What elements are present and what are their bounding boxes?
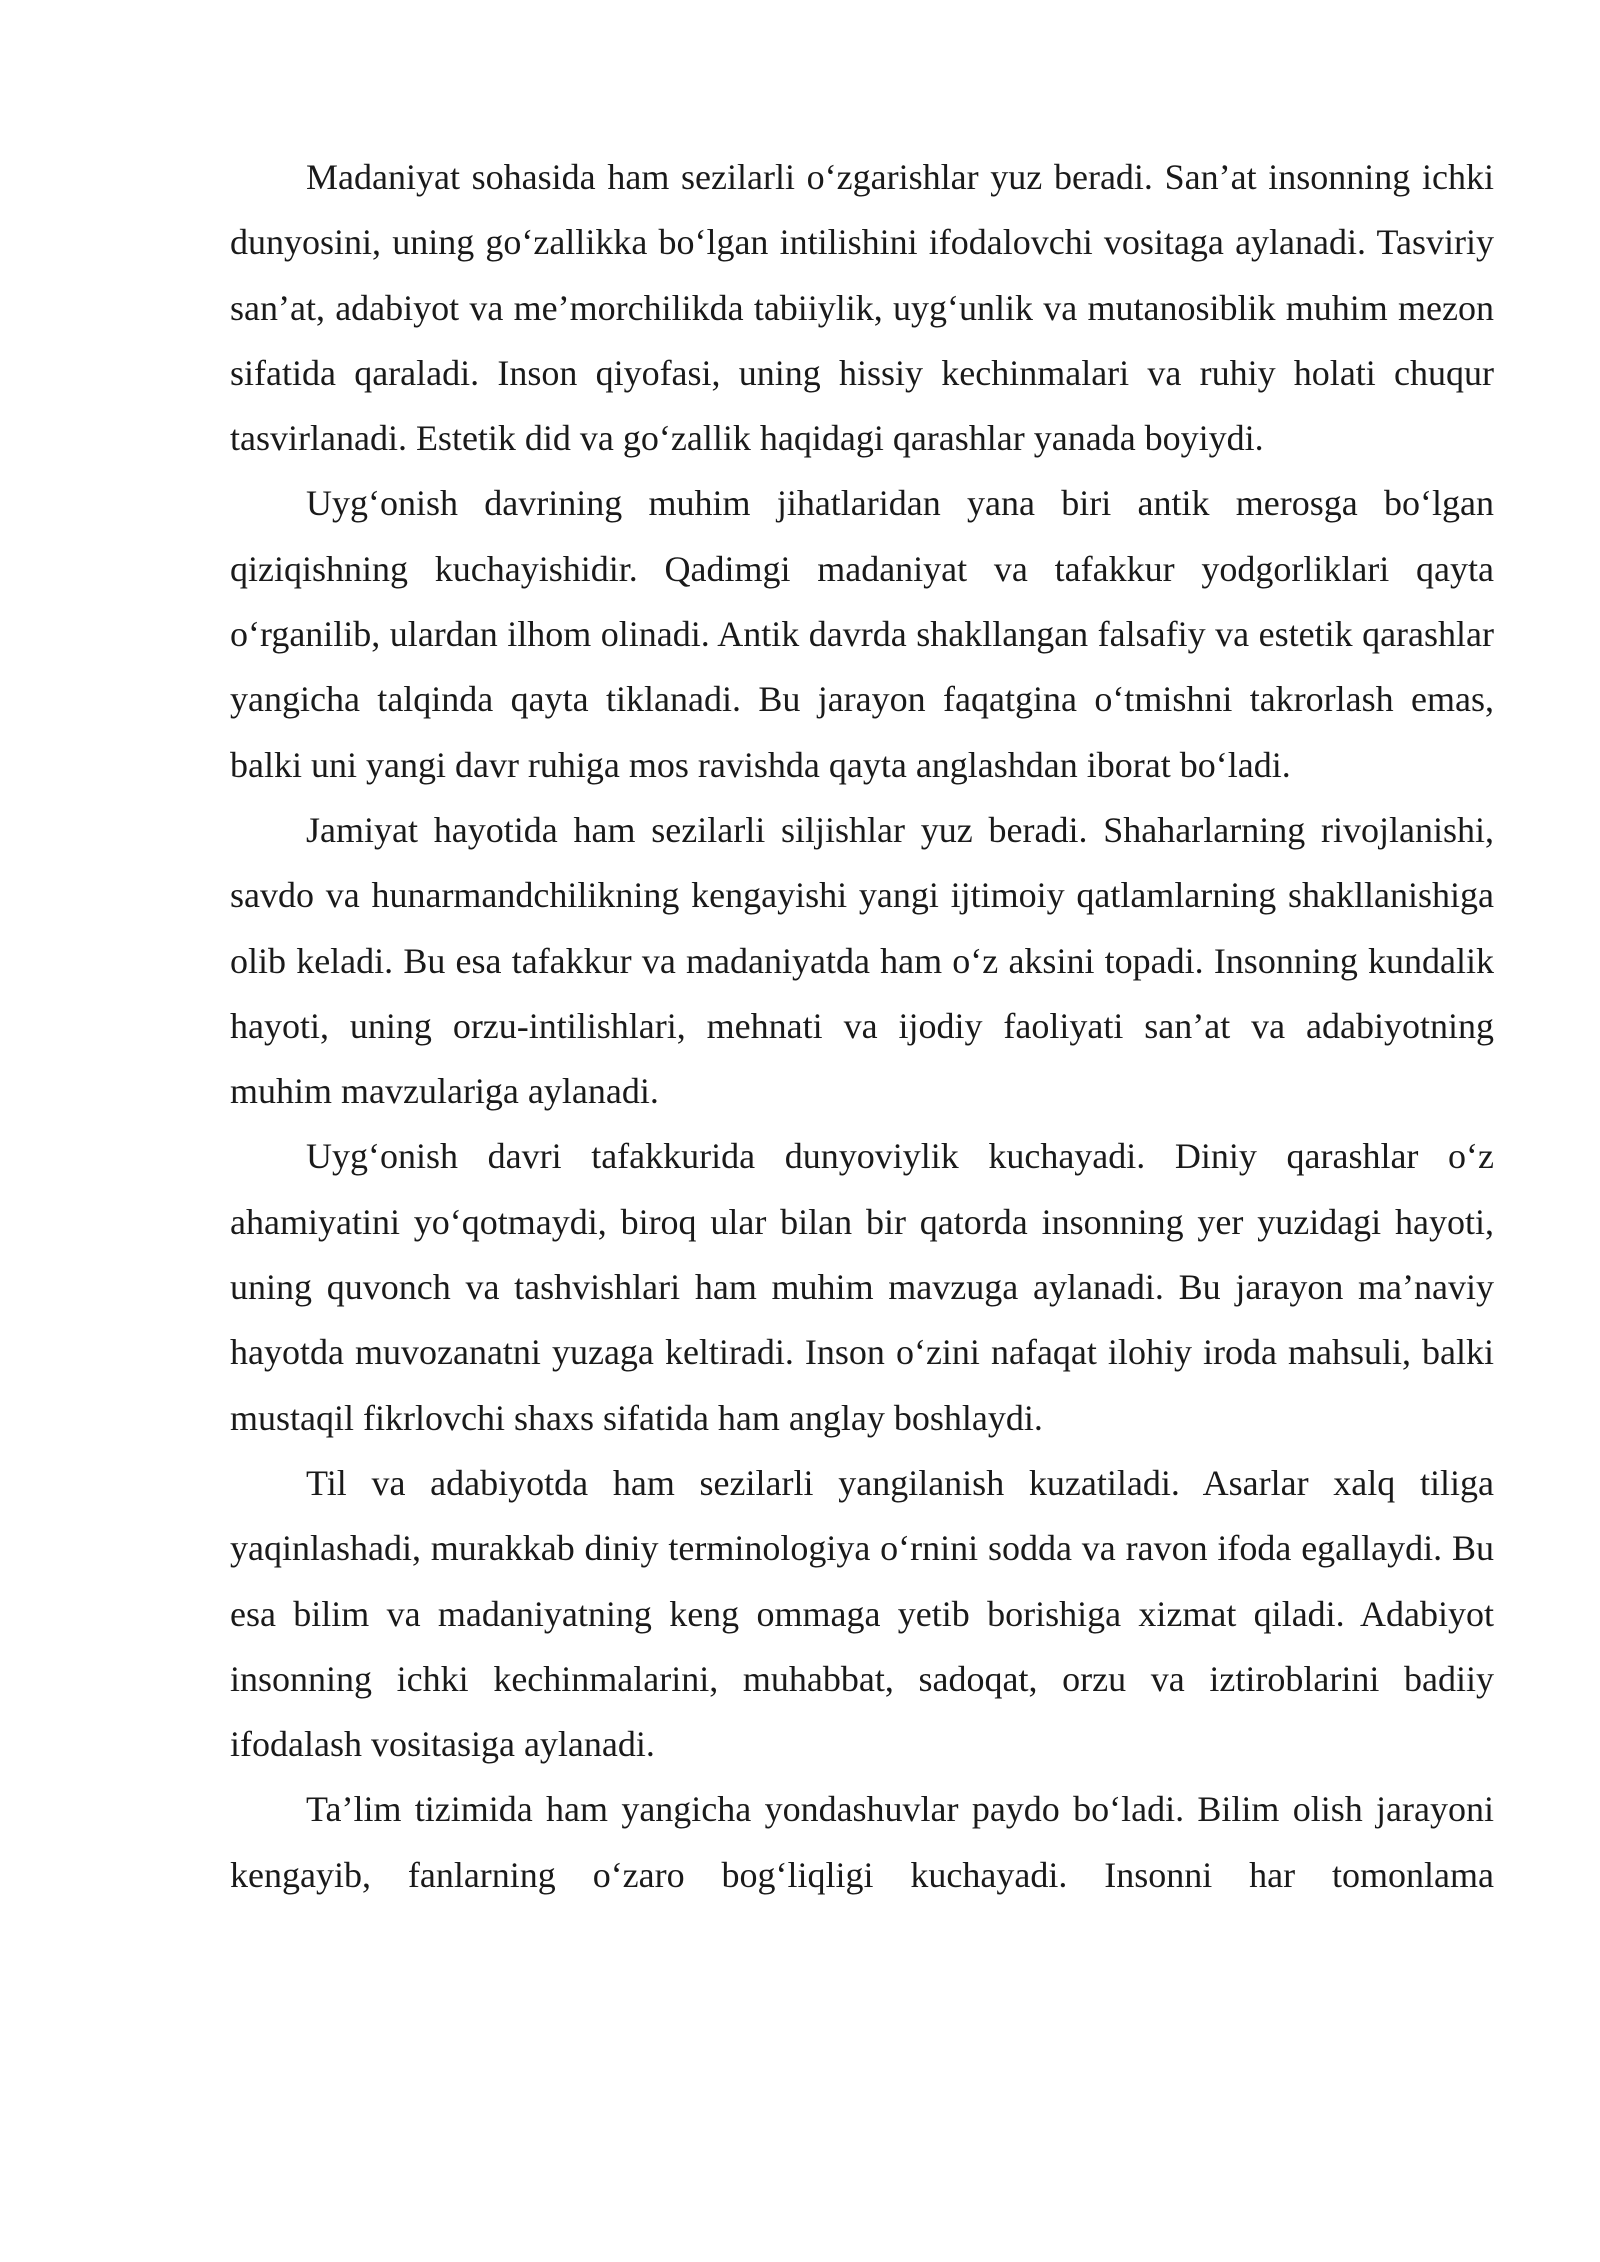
paragraph: Til va adabiyotda ham sezilarli yangilanish kuzatiladi. Asarlar xalq tiliga yaqinlashadi, murakkab diniy terminologiya o‘rnini sodda va ravon ifoda egallaydi. Bu esa bilim va madaniyatning keng ommaga yetib borishiga xizmat qiladi. Adabiyot insonning ichki kechinmalarini, muhabbat, sadoqat, orzu va iztiroblarini badiiy ifodalash vositasiga aylanadi.: [230, 1462, 1494, 1765]
paragraph: Uyg‘onish davri tafakkurida dunyoviylik kuchayadi. Diniy qarashlar o‘z ahamiyatini yo‘qotmaydi, biroq ular bilan bir qatorda insonning yer yuzidagi hayoti, uning quvonch va tashvishlari ham muhim mavzuga aylanadi. Bu jarayon ma’naviy hayotda muvozanatni yuzaga keltiradi. Inson o‘zini nafaqat ilohiy iroda mahsuli, balki mustaqil fikrlovchi shaxs sifatida ham anglay boshlaydi.: [230, 1136, 1494, 1438]
paragraph: Uyg‘onish davrining muhim jihatlaridan yana biri antik merosga bo‘lgan qiziqishning kuchayishidir. Qadimgi madaniyat va tafakkur yodgorliklari qayta o‘rganilib, ulardan ilhom olinadi. Antik davrda shakllangan falsafiy va estetik qarashlar yangicha talqinda qayta tiklanadi. Bu jarayon faqatgina o‘tmishni takrorlash emas, balki uni yangi davr ruhiga mos ravishda qayta anglashdan iborat bo‘ladi.: [230, 483, 1494, 785]
body-text: [230, 145, 1494, 1908]
paragraph: Madaniyat sohasida ham sezilarli o‘zgarishlar yuz beradi. San’at insonning ichki dunyosini, uning go‘zallikka bo‘lgan intilishini ifodalovchi vositaga aylanadi. Tasviriy san’at, adabiyot va me’morchilikda tabiiylik, uyg‘unlik va mutanosiblik muhim mezon sifatida qaraladi. Inson qiyofasi, uning hissiy kechinmalari va ruhiy holati chuqur tasvirlanadi. Estetik did va go‘zallik haqidagi qarashlar yanada boyiydi.: [230, 157, 1494, 459]
paragraph: Jamiyat hayotida ham sezilarli siljishlar yuz beradi. Shaharlarning rivojlanishi, savdo va hunarmandchilikning kengayishi yangi ijtimoiy qatlamlarning shakllanishiga olib keladi. Bu esa tafakkur va madaniyatda ham o‘z aksini topadi. Insonning kundalik hayoti, uning orzu-intilishlari, mehnati va ijodiy faoliyati san’at va adabiyotning muhim mavzulariga aylanadi.: [230, 809, 1494, 1112]
paragraph-continued: Ta’lim tizimida ham yangicha yondashuvlar paydo bo‘ladi. Bilim olish jarayoni kengayib, fanlarning o‘zaro bog‘liqligi kuchayadi. Insonni har tomonlama: [230, 1789, 1494, 1895]
